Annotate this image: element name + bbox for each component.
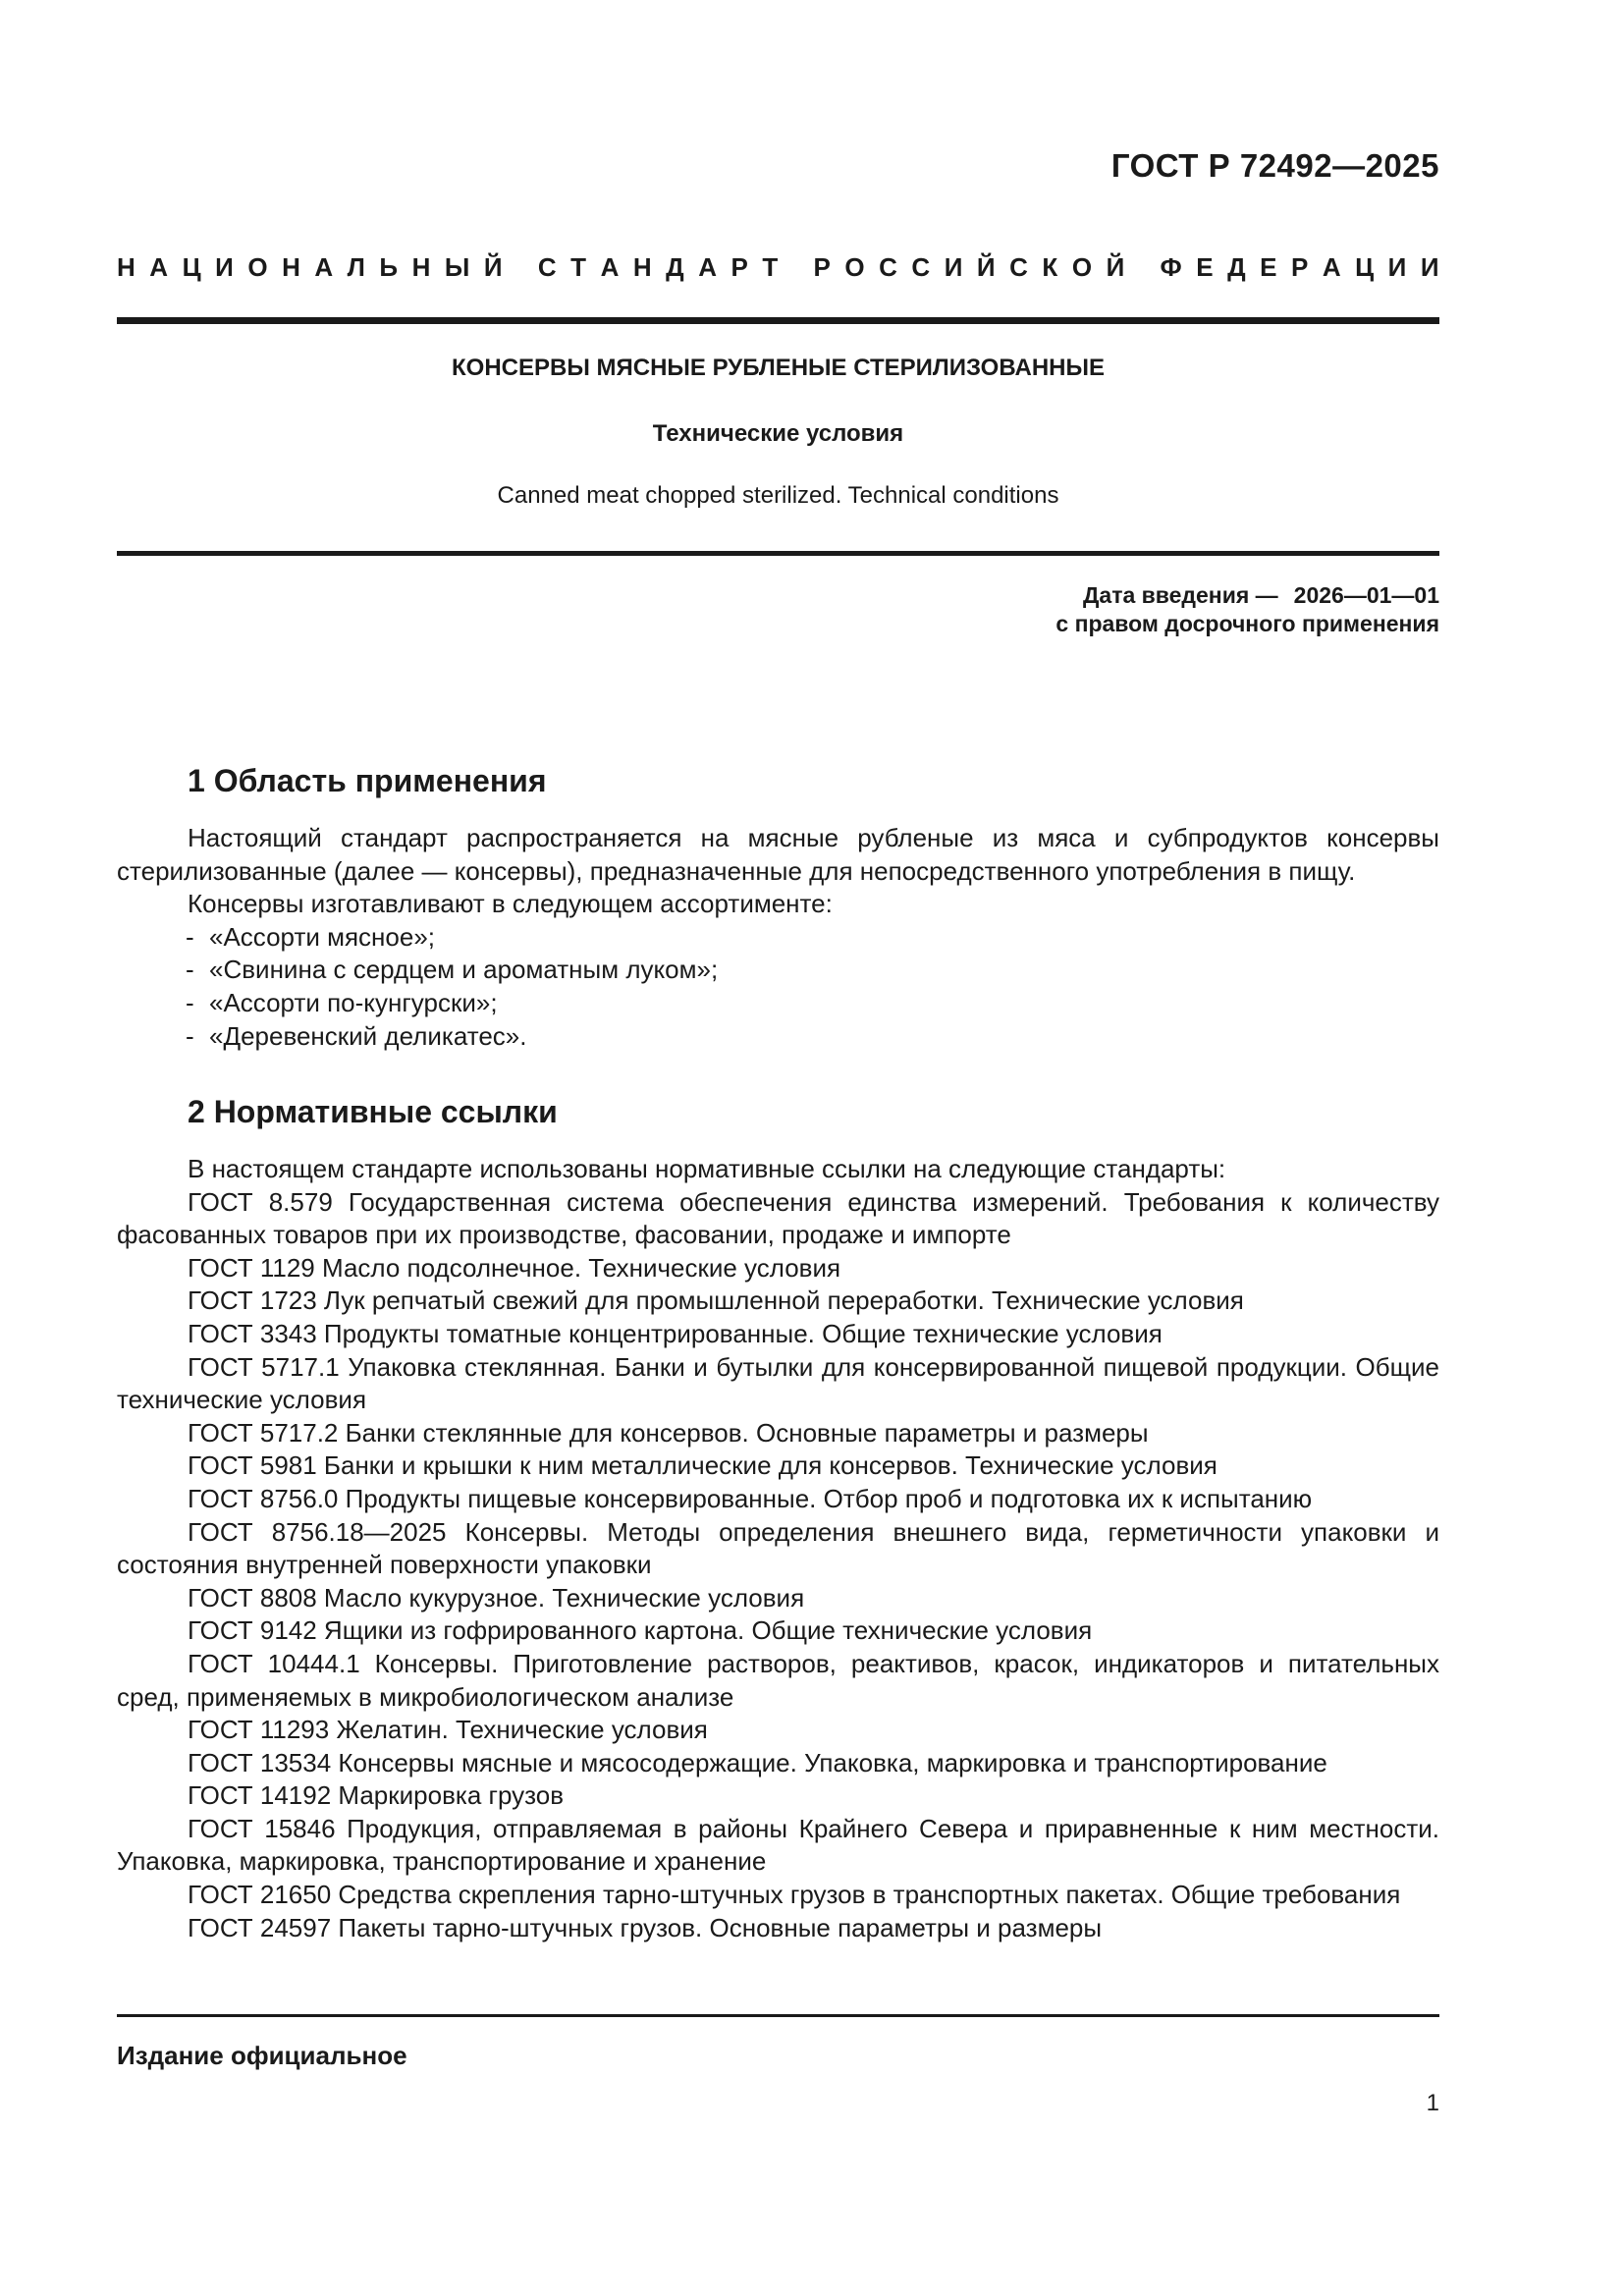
reference-item: ГОСТ 24597 Пакеты тарно-штучных грузов. Основные параметры и размеры xyxy=(188,1912,1103,1942)
national-standard-char: Н xyxy=(117,252,135,282)
reference-item: ГОСТ 8.579 Государственная система обеспечения единства измерений. Требования к количеству фасованных товаров при их производстве, фасовании, продаже и импорте xyxy=(117,1186,1439,1250)
national-standard-char: О xyxy=(1071,252,1093,282)
document-title: КОНСЕРВЫ МЯСНЫЕ РУБЛЕНЫЕ СТЕРИЛИЗОВАННЫЕ xyxy=(452,355,1105,381)
reference-item: ГОСТ 5981 Банки и крышки к ним металлические для консервов. Технические условия xyxy=(188,1450,1217,1481)
reference-item: ГОСТ 21650 Средства скрепления тарно-штучных грузов в транспортных пакетах. Общие требования xyxy=(188,1880,1401,1910)
document-subtitle: Технические условия xyxy=(652,420,904,447)
national-standard-char: Ф xyxy=(1160,252,1182,282)
reference-item: ГОСТ 15846 Продукция, отправляемая в районы Крайнего Севера и приравненные к ним местности. Упаковка, маркировка, транспортирование и хранение xyxy=(117,1813,1439,1877)
list-item-text: «Деревенский деликатес». xyxy=(209,1020,527,1051)
national-standard-char: А xyxy=(698,252,717,282)
section-1-paragraph: Настоящий стандарт распространяется на мясные рубленые из мяса и субпродуктов консервы стерилизованные (далее — консервы), предназначенные для непосредственного употребления в пищу. xyxy=(117,823,1439,886)
national-standard-char: Д xyxy=(1227,252,1246,282)
reference-item: ГОСТ 8808 Масло кукурузное. Технические условия xyxy=(188,1582,805,1613)
list-item: - «Деревенский деликатес». xyxy=(186,1020,527,1051)
national-standard-char: Т xyxy=(762,252,779,282)
reference-item: ГОСТ 5717.2 Банки стеклянные для консервов. Основные параметры и размеры xyxy=(188,1417,1149,1448)
introduction-date-label: Дата введения — xyxy=(1083,582,1278,608)
national-standard-char: Д xyxy=(666,252,684,282)
section-2-intro: В настоящем стандарте использованы нормативные ссылки на следующие стандарты: xyxy=(188,1154,1226,1183)
page-number: 1 xyxy=(1426,2090,1439,2116)
reference-item: ГОСТ 11293 Желатин. Технические условия xyxy=(188,1715,708,1745)
document-title-english: Canned meat chopped sterilized. Technical conditions xyxy=(497,482,1059,509)
list-item-text: «Ассорти по-кунгурски»; xyxy=(209,987,498,1017)
reference-item: ГОСТ 1723 Лук репчатый свежий для промышленной переработки. Технические условия xyxy=(188,1285,1244,1316)
section-1-paragraph: Консервы изготавливают в следующем ассортименте: xyxy=(188,889,833,919)
footer-rule xyxy=(117,2014,1439,2017)
national-standard-char: Е xyxy=(1260,252,1277,282)
introduction-date: 2026—01—01 xyxy=(1293,582,1439,608)
list-item: - «Ассорти по-кунгурски»; xyxy=(186,987,498,1017)
national-standard-char: Е xyxy=(1196,252,1214,282)
national-standard-char: Ц xyxy=(182,252,201,282)
section-2-heading: 2 Нормативные ссылки xyxy=(188,1094,558,1129)
national-standard-char: Й xyxy=(976,252,996,282)
national-standard-char: С xyxy=(1009,252,1028,282)
national-standard-char: С xyxy=(879,252,897,282)
reference-item: ГОСТ 8756.18—2025 Консервы. Методы определения внешнего вида, герметичности упаковки и состояния внутренней поверхности упаковки xyxy=(117,1516,1439,1580)
national-standard-char: О xyxy=(247,252,268,282)
national-standard-char xyxy=(516,252,523,283)
introduction-date-line xyxy=(1055,581,1439,610)
document-page xyxy=(117,0,1439,2296)
title-rule xyxy=(117,551,1439,556)
reference-item: ГОСТ 10444.1 Консервы. Приготовление растворов, реактивов, красок, индикаторов и питательных сред, применяемых в микробиологическом анализе xyxy=(117,1648,1439,1712)
national-standard-char: Й xyxy=(483,252,503,282)
section-1-body xyxy=(117,822,1439,1053)
reference-item: ГОСТ 13534 Консервы мясные и мясосодержащие. Упаковка, маркировка и транспортирование xyxy=(188,1747,1327,1777)
list-item-text: «Ассорти мясное»; xyxy=(209,921,436,952)
national-standard-char: К xyxy=(1042,252,1058,282)
reference-item: ГОСТ 9142 Ящики из гофрированного картона. Общие технические условия xyxy=(188,1615,1093,1646)
list-item: - «Ассорти мясное»; xyxy=(186,921,436,952)
national-standard-char: Т xyxy=(570,252,587,282)
section-2-body xyxy=(117,1153,1439,1944)
national-standard-char: Ц xyxy=(1355,252,1375,282)
national-standard-char: И xyxy=(215,252,234,282)
national-standard-title xyxy=(117,252,1439,283)
national-standard-char: А xyxy=(149,252,169,282)
national-standard-char: Ы xyxy=(444,252,470,282)
national-standard-char: И xyxy=(1387,252,1407,282)
national-standard-char: Р xyxy=(730,252,748,282)
national-standard-char: Р xyxy=(813,252,831,282)
national-standard-char: С xyxy=(537,252,557,282)
national-standard-char: Л xyxy=(347,252,365,282)
national-standard-char: С xyxy=(911,252,931,282)
section-1-heading: 1 Область применения xyxy=(188,763,547,798)
list-item: - «Свинина с сердцем и ароматным луком»; xyxy=(186,955,719,985)
national-standard-char: А xyxy=(600,252,620,282)
national-standard-char: Ь xyxy=(379,252,399,282)
national-standard-char: И xyxy=(944,252,963,282)
reference-item: ГОСТ 8756.0 Продукты пищевые консервированные. Отбор проб и подготовка их к испытанию xyxy=(188,1483,1313,1513)
reference-item: ГОСТ 14192 Маркировка грузов xyxy=(188,1780,565,1811)
official-edition-label: Издание официальное xyxy=(117,2041,407,2070)
national-standard-char: И xyxy=(1420,252,1439,282)
national-standard-char: Р xyxy=(1291,252,1309,282)
national-standard-char: А xyxy=(314,252,334,282)
introduction-date-block xyxy=(1055,581,1439,638)
national-standard-char: Н xyxy=(411,252,431,282)
national-standard-char: Н xyxy=(282,252,300,282)
early-application-note: с правом досрочного применения xyxy=(1055,611,1439,636)
list-item-text: «Свинина с сердцем и ароматным луком»; xyxy=(209,955,719,985)
national-standard-char: Й xyxy=(1106,252,1125,282)
reference-item: ГОСТ 1129 Масло подсолнечное. Технические условия xyxy=(188,1252,841,1283)
reference-item: ГОСТ 5717.1 Упаковка стеклянная. Банки и бутылки для консервированной пищевой продукции. Общие технические условия xyxy=(117,1351,1439,1415)
national-standard-char xyxy=(792,252,799,283)
top-rule xyxy=(117,317,1439,324)
reference-item: ГОСТ 3343 Продукты томатные концентрированные. Общие технические условия xyxy=(188,1318,1163,1348)
national-standard-char: О xyxy=(844,252,865,282)
standard-code: ГОСТ Р 72492—2025 xyxy=(1110,147,1439,184)
national-standard-char: Н xyxy=(632,252,652,282)
national-standard-char xyxy=(1139,252,1146,283)
national-standard-char: А xyxy=(1322,252,1341,282)
